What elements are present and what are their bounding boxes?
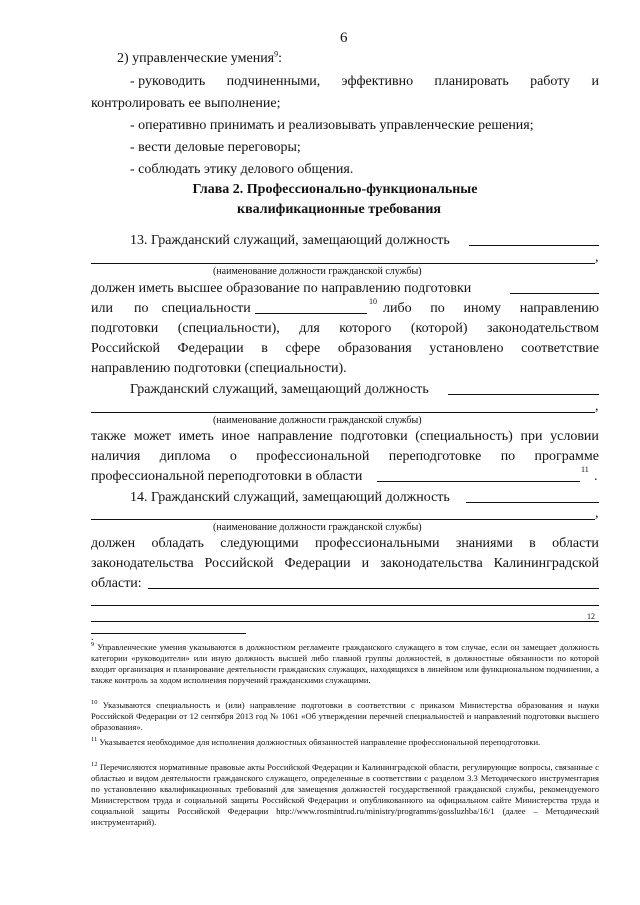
footnote-ref-9: 9 xyxy=(274,49,279,59)
position-blank-1b xyxy=(91,263,595,264)
law-blank-3 xyxy=(91,621,599,622)
word: (специальность) xyxy=(415,429,513,444)
footnote-text: Указывается необходимое для исполнения должностных обязанностей направление профессиональной переподготовки. xyxy=(99,737,541,747)
para13-line-6: направлению подготовки (специальности). xyxy=(91,361,347,376)
position-blank-3a xyxy=(466,502,599,503)
position-blank-2b xyxy=(91,412,595,413)
para13-line-2 xyxy=(91,281,471,297)
para14-line-4-text: области: xyxy=(91,576,142,591)
word: подчиненными, xyxy=(226,74,321,89)
word: работу xyxy=(530,74,571,89)
skills-item-3: - вести деловые переговоры; xyxy=(130,140,301,155)
word: по xyxy=(133,301,149,316)
word: должен xyxy=(91,536,136,551)
para14-line-1-text: 14. Гражданский служащий, замещающий должность xyxy=(130,490,450,505)
word: программе xyxy=(534,449,599,464)
para13b-line-1-text: Гражданский служащий, замещающий должность xyxy=(130,382,429,397)
word: иное xyxy=(221,429,250,444)
word: законодательства xyxy=(380,556,483,571)
word: планировать xyxy=(434,74,509,89)
word: диплома xyxy=(159,449,211,464)
word: образования xyxy=(337,341,412,356)
chapter-heading-line-1: Глава 2. Профессионально-функциональные xyxy=(192,182,478,197)
position-blank-3b xyxy=(91,519,595,520)
para13b-line-4-text: профессиональной переподготовки в области xyxy=(91,469,363,484)
list-bullet-dot: . xyxy=(91,632,94,643)
page-number: 6 xyxy=(340,30,348,46)
word: по xyxy=(500,449,516,464)
footnote-ref-12: 12 xyxy=(587,612,595,621)
para13b-line-4 xyxy=(91,469,362,485)
footnote-text: Перечисляются нормативные правовые акты Российской Федерации и Калининградской области, регулирующие вопросы, связанные с областью и видом деятельности гражданского служащего, определенные в соответствии с разделом 3.3 Методического инструментария по установлению квалификационных требований для замещения должностей государственной гражданской службы, рекомендуемого Министерством труда и социальной защиты Российской Федерации и опубликованного на официальном сайте Министерства труда и социальной защиты Российской Федерации http://www.rosmintrud.ru/ministry/programms/gossluzhba/16/1 (далее – Методический инструментарий). xyxy=(91,762,599,827)
para13-line-4 xyxy=(91,321,599,337)
word: также xyxy=(91,429,127,444)
footnote-number: 11 xyxy=(91,736,98,744)
skills-item-1-cont: контролировать ее выполнение; xyxy=(91,96,281,111)
para14-line-3 xyxy=(91,556,599,572)
comma: , xyxy=(595,250,599,265)
word: либо xyxy=(383,301,412,316)
footnote-11 xyxy=(91,737,599,748)
position-caption-3: (наименование должности гражданской службы) xyxy=(213,522,422,533)
word: соответствие xyxy=(521,341,599,356)
word: направление xyxy=(257,429,333,444)
footnote-10 xyxy=(91,700,599,733)
word: или xyxy=(91,301,113,316)
word: направлению xyxy=(519,301,599,316)
footnote-text: Управленческие умения указываются в должностном регламенте гражданского служащего в том случае, если он замещает должность категории «руководители» или иную должность высшей либо главной группы должностей, в должностные обязанности по которой входит организация и планирование деятельности гражданских служащих, находящихся в линейном или функциональном подчинении, а также контроль за ходом исполнения поручений гражданскими служащими. xyxy=(91,642,599,685)
law-blank-1 xyxy=(148,588,599,589)
position-blank-2a xyxy=(448,394,599,395)
word: (которой) xyxy=(410,321,468,336)
footnote-9 xyxy=(91,642,599,686)
word: в xyxy=(529,536,536,551)
chapter-heading-line-2: квалификационные требования xyxy=(237,202,441,217)
skills-intro-text: 2) управленческие умения xyxy=(117,51,275,66)
word: иметь xyxy=(178,429,214,444)
word: Федерации xyxy=(177,341,244,356)
skills-item-1 xyxy=(130,74,599,90)
comma: , xyxy=(595,506,599,521)
word: профессиональной xyxy=(256,449,370,464)
word: установлено xyxy=(429,341,504,356)
word: Калининградской xyxy=(493,556,599,571)
skills-item-4: - соблюдать этику делового общения. xyxy=(130,162,354,177)
para13-line-3-tail xyxy=(383,301,599,317)
word: по xyxy=(430,301,445,316)
word: переподготовке xyxy=(388,449,482,464)
para14-line-1 xyxy=(130,490,450,506)
word: подготовки xyxy=(91,321,159,336)
word: специальности xyxy=(161,301,251,316)
word: иному xyxy=(463,301,502,316)
position-caption-1: (наименование должности гражданской службы) xyxy=(213,266,422,277)
word: области xyxy=(552,536,599,551)
para13b-line-3 xyxy=(91,449,599,465)
education-blank-1 xyxy=(510,293,599,294)
footnote-text: Указываются специальность и (или) направление подготовки в соответствии с приказом Министерства образования и науки Российской Федерации от 12 сентября 2013 год № 1061 «Об утверждении перечней специальностей и направлений подготовки высшего образования». xyxy=(91,700,599,732)
skills-intro xyxy=(117,51,282,67)
word: обладать xyxy=(151,536,204,551)
word: может xyxy=(133,429,172,444)
word: сфере xyxy=(285,341,321,356)
retraining-blank xyxy=(377,481,580,482)
word: при xyxy=(520,429,543,444)
word: Федерации xyxy=(284,556,351,571)
word: для xyxy=(299,321,320,336)
word: Российской xyxy=(204,556,274,571)
footnote-separator xyxy=(91,633,246,634)
skills-intro-tail: : xyxy=(278,51,283,66)
word: условии xyxy=(550,429,599,444)
footnote-number: 10 xyxy=(91,699,98,707)
word: и xyxy=(591,74,599,89)
para14-line-4 xyxy=(91,576,142,592)
para14-line-2 xyxy=(91,536,599,552)
para13b-line-2 xyxy=(91,429,599,445)
footnote-number: 12 xyxy=(91,761,98,769)
comma: , xyxy=(595,399,599,414)
word: которого xyxy=(339,321,392,336)
footnote-ref-10: 10 xyxy=(369,297,377,306)
word: подготовки xyxy=(340,429,408,444)
para13-line-5 xyxy=(91,341,599,357)
word: - руководить xyxy=(130,74,206,89)
position-caption-2: (наименование должности гражданской службы) xyxy=(213,415,422,426)
footnote-ref-11: 11 xyxy=(581,465,589,474)
word: следующими xyxy=(220,536,299,551)
word: наличия xyxy=(91,449,141,464)
word: профессиональными xyxy=(315,536,440,551)
word: о xyxy=(229,449,237,464)
word: законодательства xyxy=(91,556,194,571)
word: законодательством xyxy=(486,321,599,336)
para13b-line-1 xyxy=(130,382,429,398)
skills-item-2: - оперативно принимать и реализовывать управленческие решения; xyxy=(130,118,534,133)
word: и xyxy=(361,556,370,571)
word: знаниями xyxy=(455,536,513,551)
footnote-12 xyxy=(91,762,599,828)
word: Российской xyxy=(91,341,160,356)
para13-line-1-text: 13. Гражданский служащий, замещающий должность xyxy=(130,233,450,248)
position-blank-1a xyxy=(469,245,599,246)
specialty-blank xyxy=(255,313,367,314)
period: . xyxy=(594,469,598,484)
para13-line-2-text: должен иметь высшее образование по направлению подготовки xyxy=(91,281,472,296)
word: в xyxy=(261,341,268,356)
word: эффективно xyxy=(341,74,414,89)
footnote-number: 9 xyxy=(91,641,95,649)
para13-line-1 xyxy=(130,233,450,249)
word: (специальности), xyxy=(177,321,280,336)
law-blank-2 xyxy=(91,605,599,606)
